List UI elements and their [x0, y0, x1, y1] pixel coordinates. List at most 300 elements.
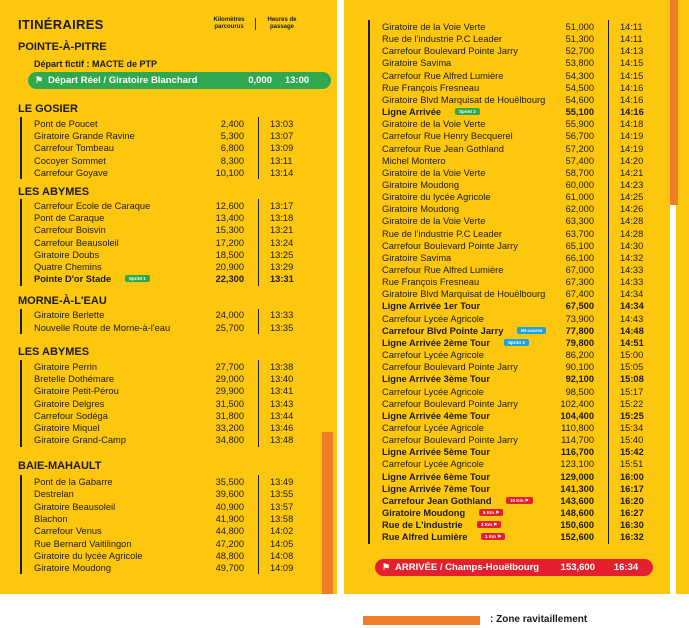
km-value: 33,200 [215, 423, 244, 433]
table-row [382, 57, 672, 69]
table-row [382, 33, 672, 45]
place-name: Ligne Arrivée 1er Tour [382, 301, 481, 312]
km-value: 67,000 [565, 265, 594, 275]
km-value: 53,800 [565, 58, 594, 69]
time-value: 14:19 [620, 143, 644, 154]
table-row [34, 513, 324, 525]
place-name: Ligne Arrivée 4ème Tour [382, 410, 490, 421]
km-value: 54,300 [565, 70, 594, 81]
time-value: 16:27 [620, 508, 644, 518]
km-value: 27,700 [215, 362, 244, 372]
km-value: 114,700 [561, 435, 594, 446]
table-row [34, 501, 324, 513]
time-value: 14:34 [620, 301, 644, 312]
time-value: 15:17 [620, 386, 644, 397]
depart-reel-time: 13:00 [284, 75, 310, 86]
place-name: Giratoire Miquel [34, 423, 100, 433]
table-row [382, 361, 672, 373]
km-value: 86,200 [565, 350, 594, 361]
table-row [382, 94, 672, 106]
time-value: 13:17 [270, 201, 294, 211]
km-value: 57,400 [565, 155, 594, 166]
km-value: 39,600 [215, 489, 244, 500]
km-value: 47,200 [215, 538, 244, 549]
time-value: 14:15 [620, 70, 644, 81]
time-value: 14:08 [270, 550, 294, 561]
table-row [382, 21, 672, 33]
time-value: 14:33 [620, 265, 644, 275]
km-value: 61,000 [565, 192, 594, 203]
place-name: Pont de Poucet [34, 119, 98, 129]
table-row [34, 200, 324, 212]
km-value: 55,900 [565, 119, 594, 130]
time-value: 14:19 [620, 131, 644, 142]
place-name: Ligne Arrivée 7ème Tour [382, 483, 490, 494]
km-value: 110,800 [561, 422, 594, 433]
place-name: Giratoire Blvd Marquisat de Houëlbourg [382, 289, 546, 300]
time-value: 14:13 [620, 46, 644, 57]
place-name: Blachon [34, 513, 68, 524]
table-row [34, 118, 324, 130]
time-value: 13:21 [270, 225, 294, 236]
time-value: 13:29 [270, 262, 294, 272]
km-value: 52,700 [565, 46, 594, 57]
time-value: 13:24 [270, 237, 294, 248]
section-bar-abymes2 [20, 360, 22, 447]
arrivee-pill [375, 559, 653, 576]
km-value: 40,900 [215, 501, 244, 512]
time-value: 14:05 [270, 538, 294, 549]
place-name: Carrefour Lycée Agricole [382, 422, 484, 433]
place-name: Giratoire de la Voie Verte [382, 22, 486, 32]
km-value: 57,200 [565, 143, 594, 154]
time-value: 13:11 [270, 155, 293, 166]
table-row [382, 276, 672, 288]
place-name: Giratoire du lycée Agricole [382, 192, 491, 203]
km-value: 67,500 [565, 301, 594, 312]
km-value: 22,300 [215, 274, 244, 285]
time-value: 16:30 [620, 520, 644, 531]
km-value: 90,100 [565, 362, 594, 373]
table-row [382, 252, 672, 264]
place-name: Giratoire Grande Ravine [34, 131, 135, 142]
place-name: Carrefour Venus [34, 526, 102, 537]
feed-zone-legend-label: : Zone ravitaillement [490, 614, 588, 625]
arrivee-time: 16:34 [613, 562, 639, 573]
place-name: Giratoire Beausoleil [34, 501, 116, 512]
arrivee-km: 153,600 [560, 562, 595, 573]
table-row [34, 385, 324, 397]
table-row [34, 273, 324, 285]
place-name: Rue Bernard Vaitilingon [34, 538, 132, 549]
badge: Sprint 1 [125, 275, 150, 282]
section-heading-le-gosier: LE GOSIER [18, 103, 78, 115]
table-row [34, 373, 324, 385]
place-name: Giratoire Moudong [382, 179, 459, 190]
km-value: 60,000 [565, 179, 594, 190]
time-value: 14:34 [620, 289, 644, 300]
place-name: Giratoire Grand-Camp [34, 435, 126, 446]
place-name: Pont de Caraque [34, 213, 105, 224]
table-row [382, 337, 672, 349]
table-row [382, 325, 672, 337]
time-value: 13:55 [270, 489, 294, 500]
time-value: 16:00 [620, 471, 644, 482]
km-value: 29,900 [215, 386, 244, 397]
time-value: 13:35 [270, 322, 294, 333]
place-name: Rue de l'industrie P.C Leader [382, 34, 502, 45]
place-name: Giratoire Moudong [382, 204, 459, 215]
column-header-km: Kilomètres parcourus [213, 17, 245, 30]
table-row [34, 488, 324, 500]
place-name: Carrefour Lycée Agricole [382, 386, 484, 397]
km-value: 5,300 [220, 131, 244, 142]
place-name: Giratoire de la Voie Verte [382, 119, 486, 130]
km-value: 41,900 [215, 513, 244, 524]
km-value: 67,300 [565, 277, 594, 288]
km-value: 31,500 [215, 398, 244, 409]
km-value: 35,500 [215, 477, 244, 487]
place-name: Carrefour Boulevard Pointe Jarry [382, 398, 518, 409]
table-row [382, 118, 672, 130]
table-row [382, 130, 672, 142]
time-value: 15:34 [620, 422, 644, 433]
km-value: 51,300 [565, 34, 594, 45]
time-value: 15:08 [620, 374, 644, 385]
km-value: 10,100 [215, 167, 244, 178]
km-value: 13,400 [215, 213, 244, 224]
time-value: 13:25 [270, 249, 294, 260]
table-row [382, 288, 672, 300]
time-value: 13:48 [270, 435, 294, 446]
section-bar-morne [20, 309, 22, 334]
place-name: Carrefour Rue Jean Gothland [382, 143, 504, 154]
table-row [382, 422, 672, 434]
time-value: 14:23 [620, 179, 644, 190]
km-value: 17,200 [215, 237, 244, 248]
time-value: 15:05 [620, 362, 644, 373]
badge: Sprint 3 [504, 339, 529, 346]
place-name: Carrefour Goyave [34, 167, 108, 178]
section-bar-baie-mahault [20, 475, 22, 574]
table-row [382, 191, 672, 203]
km-value: 152,600 [560, 532, 594, 543]
time-value: 14:09 [270, 563, 294, 574]
table-row [382, 458, 672, 470]
time-value: 14:11 [620, 34, 643, 45]
table-row [382, 446, 672, 458]
time-value: 14:11 [620, 22, 643, 32]
place-name: Carrefour Sodéga [34, 410, 108, 421]
place-name: Ligne Arrivée 5ème Tour [382, 447, 490, 458]
km-value: 98,500 [565, 386, 594, 397]
place-name: Carrefour Boulevard Pointe Jarry [382, 240, 518, 251]
time-value: 13:57 [270, 501, 294, 512]
km-value: 25,700 [215, 322, 244, 333]
table-row [34, 224, 324, 236]
place-name: Giratoire Doubs [34, 249, 100, 260]
km-value: 54,600 [565, 94, 594, 105]
time-value: 14:51 [620, 337, 644, 348]
km-value: 34,800 [215, 435, 244, 446]
place-name: Michel Montero [382, 155, 446, 166]
table-row [382, 82, 672, 94]
time-value: 13:40 [270, 374, 294, 385]
place-name: Cocoyer Sommet [34, 155, 106, 166]
place-name: Giratoire du lycée Agricole [34, 550, 143, 561]
km-value: 29,000 [215, 374, 244, 385]
arrivee-label: ARRIVÉE / Champs-Houëlbourg [395, 562, 540, 573]
table-row [34, 361, 324, 373]
table-row [34, 422, 324, 434]
place-name: Bretelle Dothémare [34, 374, 115, 385]
time-value: 13:58 [270, 513, 294, 524]
table-row [34, 167, 324, 179]
table-row [34, 212, 324, 224]
km-value: 123,100 [560, 459, 594, 470]
place-name: Quatre Chemins [34, 262, 102, 272]
table-row [34, 322, 324, 334]
km-value: 65,100 [565, 240, 594, 251]
place-name: Carrefour Rue Henry Becquerel [382, 131, 513, 142]
table-row [382, 215, 672, 227]
place-name: Carrefour Blvd Pointe Jarry [382, 325, 504, 336]
time-value: 14:15 [620, 58, 644, 69]
table-row [34, 237, 324, 249]
km-value: 44,800 [215, 526, 244, 537]
time-value: 13:07 [270, 131, 294, 142]
table-row [382, 264, 672, 276]
time-value: 13:09 [270, 143, 294, 154]
table-row [34, 249, 324, 261]
place-name: Carrefour Boulevard Pointe Jarry [382, 435, 518, 446]
place-name: Giratoire Berlette [34, 310, 105, 320]
section-bar-abymes1 [20, 199, 22, 286]
km-value: 15,300 [215, 225, 244, 236]
table-row [382, 143, 672, 155]
place-name: Carrefour Boulevard Pointe Jarry [382, 362, 518, 373]
section-bar-gosier [20, 117, 22, 179]
place-name: Nouvelle Route de Morne-à-l'eau [34, 322, 171, 333]
table-row [382, 398, 672, 410]
km-value: 6,800 [220, 143, 244, 154]
place-name: Carrefour Beausoleil [34, 237, 119, 248]
place-name: Giratoire Perrin [34, 362, 98, 372]
table-row [382, 45, 672, 57]
time-value: 13:38 [270, 362, 294, 372]
time-value: 14:16 [620, 94, 644, 105]
table-row [382, 240, 672, 252]
place-name: Ligne Arrivée 2ème Tour [382, 337, 490, 348]
time-value: 16:17 [620, 483, 644, 494]
time-value: 13:41 [270, 386, 294, 397]
km-value: 92,100 [565, 374, 594, 385]
time-value: 13:43 [270, 398, 294, 409]
table-row [382, 155, 672, 167]
km-value: 12,600 [215, 201, 244, 211]
km-value: 102,400 [560, 398, 594, 409]
table-row [382, 507, 672, 519]
table-row [382, 313, 672, 325]
itineraires-title: ITINÉRAIRES [18, 17, 104, 32]
place-name: Carrefour Jean Gothland [382, 495, 492, 506]
table-row [382, 106, 672, 118]
place-name: Ligne Arrivée 6ème Tour [382, 471, 490, 482]
time-value: 13:18 [270, 213, 294, 224]
time-value: 15:25 [620, 410, 644, 421]
km-value: 56,700 [565, 131, 594, 142]
km-value: 66,100 [565, 252, 594, 263]
place-name: Pont de la Gabarre [34, 477, 113, 487]
table-row [34, 130, 324, 142]
section-heading-baie-mahault: BAIE-MAHAULT [18, 460, 102, 472]
table-row [34, 525, 324, 537]
km-value: 77,800 [565, 325, 594, 336]
time-value: 15:40 [620, 435, 644, 446]
depart-fictif-text: Départ fictif : MACTE de PTP [34, 59, 158, 69]
place-name: Carrefour Boisvin [34, 225, 106, 236]
place-name: Pointe D'or Stade [34, 274, 112, 285]
flag-icon: ⚑ [34, 75, 44, 85]
section-heading-pointe-a-pitre: POINTE-À-PITRE [18, 41, 107, 53]
time-value: 14:20 [620, 155, 644, 166]
table-row [382, 519, 672, 531]
place-name: Destrelan [34, 489, 74, 500]
place-name: Carrefour Ecole de Caraque [34, 201, 151, 211]
km-value: 31,800 [215, 410, 244, 421]
place-name: Giratoire Savima [382, 58, 452, 69]
place-name: Carrefour Tombeau [34, 143, 114, 154]
section-bar-right [368, 20, 370, 544]
badge: 10 Km ⚑ [506, 497, 533, 504]
km-value: 129,000 [560, 471, 594, 482]
time-value: 13:31 [270, 274, 294, 285]
place-name: Giratoire de la Voie Verte [382, 216, 486, 227]
table-row [382, 300, 672, 312]
place-name: Giratoire Savima [382, 252, 452, 263]
table-row [34, 142, 324, 154]
section-heading-les-abymes-1: LES ABYMES [18, 186, 90, 198]
time-value: 13:44 [270, 410, 294, 421]
table-row [34, 410, 324, 422]
km-value: 62,000 [565, 204, 594, 215]
table-row [382, 373, 672, 385]
place-name: Rue Alfred Lumière [382, 532, 468, 543]
time-value: 14:32 [620, 252, 644, 263]
km-value: 2,400 [220, 119, 244, 129]
table-row [34, 538, 324, 550]
time-value: 14:33 [620, 277, 644, 288]
place-name: Ligne Arrivée 3ème Tour [382, 374, 490, 385]
column-header-time: Heures de passage [267, 17, 297, 30]
place-name: Giratoire Delgres [34, 398, 105, 409]
time-value: 14:28 [620, 228, 644, 239]
km-value: 20,900 [215, 262, 244, 272]
time-value: 13:33 [270, 310, 294, 320]
badge: MI-course [517, 327, 546, 334]
table-row [34, 476, 324, 488]
time-value: 14:30 [620, 240, 644, 251]
table-row [382, 167, 672, 179]
time-value: 15:42 [620, 447, 644, 458]
km-value: 79,800 [565, 337, 594, 348]
time-value: 13:14 [270, 167, 294, 178]
place-name: Giratoire Moudong [382, 508, 466, 518]
km-value: 18,500 [215, 249, 244, 260]
table-row [382, 531, 672, 543]
depart-reel-label: Départ Réel / Giratoire Blanchard [48, 75, 198, 86]
time-value: 13:46 [270, 423, 294, 433]
place-name: Carrefour Rue Alfred Lumière [382, 265, 504, 275]
place-name: Giratoire Petit-Pérou [34, 386, 119, 397]
place-name: Carrefour Lycée Agricole [382, 313, 484, 324]
table-row [382, 349, 672, 361]
place-name: Rue de l'industrie P.C Leader [382, 228, 502, 239]
table-row [382, 483, 672, 495]
table-row [34, 309, 324, 321]
place-name: Rue François Fresneau [382, 82, 480, 93]
km-value: 150,600 [560, 520, 594, 531]
place-name: Giratoire Moudong [34, 563, 111, 574]
table-row [382, 203, 672, 215]
table-row [34, 550, 324, 562]
time-value: 13:49 [270, 477, 294, 487]
km-value: 54,500 [565, 82, 594, 93]
km-value: 143,600 [560, 495, 594, 506]
time-value: 14:21 [620, 167, 644, 178]
km-value: 48,800 [215, 550, 244, 561]
time-value: 14:25 [620, 192, 644, 203]
badge: Sprint 2 [455, 108, 480, 115]
time-value: 14:28 [620, 216, 644, 227]
km-value: 51,000 [565, 22, 594, 32]
time-value: 14:48 [620, 325, 644, 336]
table-row [34, 398, 324, 410]
time-value: 14:16 [620, 107, 644, 118]
table-row [382, 410, 672, 422]
time-value: 14:18 [620, 119, 644, 130]
table-row [382, 471, 672, 483]
km-value: 104,400 [560, 410, 594, 421]
place-name: Giratoire de la Voie Verte [382, 167, 486, 178]
badge: 1 Km ⚑ [481, 533, 505, 540]
time-value: 13:03 [270, 119, 294, 129]
km-value: 116,700 [560, 447, 594, 458]
place-name: Rue François Fresneau [382, 277, 480, 288]
table-row [382, 386, 672, 398]
table-row [34, 434, 324, 446]
column-separator [255, 18, 256, 30]
km-value: 49,700 [215, 563, 244, 574]
place-name: Rue de L'industrie [382, 520, 463, 531]
place-name: Carrefour Lycée Agricole [382, 350, 484, 361]
table-row [382, 179, 672, 191]
flag-icon: ⚑ [381, 562, 391, 572]
time-value: 16:32 [620, 532, 644, 543]
km-value: 63,700 [565, 228, 594, 239]
km-value: 148,600 [560, 508, 594, 518]
table-row [382, 228, 672, 240]
depart-reel-km: 0,000 [248, 75, 272, 86]
km-value: 58,700 [565, 167, 594, 178]
table-row [382, 495, 672, 507]
place-name: Ligne Arrivée [382, 107, 442, 118]
time-value: 14:02 [270, 526, 294, 537]
badge: 5 Km ⚑ [479, 509, 503, 516]
time-value: 14:16 [620, 82, 644, 93]
time-value: 15:51 [620, 459, 644, 470]
depart-reel-pill [28, 72, 331, 89]
